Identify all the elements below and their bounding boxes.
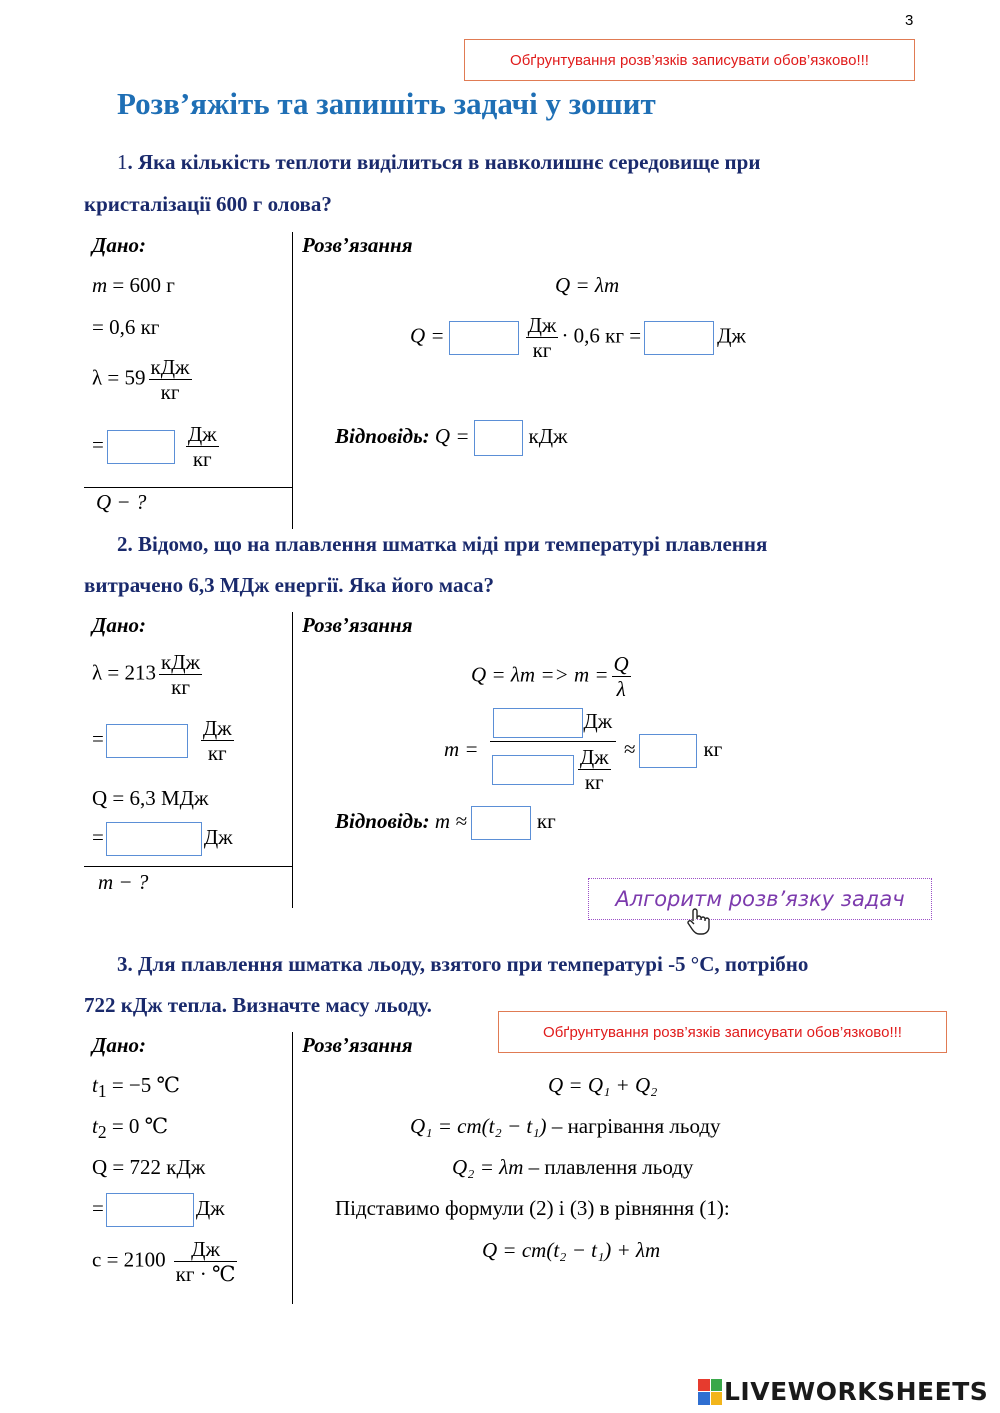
task2-find: m − ? — [98, 870, 149, 894]
task1-mass: m = 600 г — [92, 273, 175, 297]
note-box-bottom: Обґрунтування розв’язків записувати обов’язково!!! — [498, 1011, 947, 1053]
task1-calc: Q = $\frac{Дж}{кг}$ · 0,6 кг = Дж — [410, 313, 746, 363]
task2-answer: Відповідь: m ≈ кг — [335, 806, 556, 840]
task3-solution-header: Розв’язання — [302, 1033, 413, 1057]
task3-eq3: Q₂ = λm – плавлення льоду — [452, 1155, 694, 1179]
task2-energy-si: = Дж — [92, 822, 233, 856]
task3-given-header: Дано: — [92, 1033, 146, 1057]
task2-energy-input[interactable] — [106, 822, 202, 856]
task1-lambda: λ = 59 $\frac{\text{кДж}}{кг}$ — [92, 355, 190, 405]
note-box-top: Обґрунтування розв’язків записувати обов’язково!!! — [464, 39, 915, 81]
task1-line2: кристалізації 600 г олова? — [84, 192, 332, 216]
task3-heat-capacity: c = 2100 $\frac{Дж}{кг \cdot ℃}$ — [92, 1237, 236, 1287]
task2-calc: m = $\frac{Дж}{\frac{Дж}{кг}}$ ≈ кг — [444, 708, 723, 795]
task1-answer-input[interactable] — [474, 420, 523, 456]
task2-solution-header: Розв’язання — [302, 613, 413, 637]
task1-number: 1 — [117, 150, 128, 174]
liveworksheets-logo — [698, 1377, 988, 1406]
task1-divider-v — [292, 232, 293, 529]
algorithm-link[interactable]: Алгоритм розв’язку задач — [588, 878, 932, 920]
task1-lambda-si: = $\frac{Дж}{кг}$ — [92, 422, 217, 472]
task2-divider-h — [84, 866, 292, 867]
task2-mass-calc-input[interactable] — [639, 734, 697, 768]
task1-given-header: Дано: — [92, 233, 146, 257]
task1-line1 — [117, 150, 760, 175]
task3-eq1: Q = Q₁ + Q₂ — [548, 1073, 658, 1097]
task3-energy: Q = 722 кДж — [92, 1155, 206, 1179]
logo-text: LIVEWORKSHEETS — [724, 1377, 989, 1406]
page-title: Розв’яжіть та запишіть задачі у зошит — [117, 86, 656, 121]
task3-divider-v — [292, 1032, 293, 1304]
hand-pointer-icon — [684, 906, 714, 936]
task3-line2: 722 кДж тепла. Визначте масу льоду. — [84, 993, 432, 1017]
task1-solution-header: Розв’язання — [302, 233, 413, 257]
task3-t1: $t_1 = -5$ ℃ — [92, 1073, 181, 1102]
task2-line1: 2. Відомо, що на плавлення шматка міді при температурі плавлення — [117, 532, 768, 556]
task1-divider-h — [84, 487, 292, 488]
task2-given-header: Дано: — [92, 613, 146, 637]
task3-energy-input[interactable] — [106, 1193, 194, 1227]
task1-formula: Q = λm — [555, 273, 620, 297]
task2-formula: Q = λm => m = $\frac{Q}{\lambda}$ — [471, 652, 629, 702]
task3-eq2: Q₁ = cm(t₂ − t₁) – нагрівання льоду — [410, 1114, 721, 1138]
task3-energy-si: = Дж — [92, 1193, 225, 1227]
task2-lambda: λ = 213 $\frac{\text{кДж}}{кг}$ — [92, 650, 201, 700]
task2-divider-v — [292, 612, 293, 908]
task2-answer-input[interactable] — [471, 806, 531, 840]
task1-q-input[interactable] — [644, 321, 714, 355]
task2-lambda-input[interactable] — [106, 724, 188, 758]
task2-line2: витрачено 6,3 МДж енергії. Яка його маса? — [84, 573, 495, 597]
page-number: 3 — [905, 12, 914, 29]
task1-text1: . Яка кількість теплоти виділиться в навколишнє середовище при — [127, 150, 761, 174]
task1-lambda-input[interactable] — [107, 430, 175, 464]
task2-energy: Q = 6,3 МДж — [92, 786, 209, 810]
task2-energy-calc-input[interactable] — [493, 708, 583, 738]
logo-mark-icon — [698, 1379, 722, 1405]
task3-line1: 3. Для плавлення шматка льоду, взятого при температурі -5 °С, потрібно — [117, 952, 809, 976]
task1-answer: Відповідь: Q = кДж — [335, 420, 568, 456]
task3-eq4: Q = cm(t₂ − t₁) + λm — [482, 1238, 661, 1262]
task2-lambda-calc-input[interactable] — [492, 755, 574, 785]
task3-t2: $t_2 = 0$ ℃ — [92, 1114, 169, 1143]
task3-substitute: Підставимо формули (2) і (3) в рівняння (1): — [335, 1196, 730, 1220]
task1-lambda-calc-input[interactable] — [449, 321, 519, 355]
task1-find: Q − ? — [96, 490, 147, 514]
task1-mass-si: = 0,6 кг — [92, 315, 160, 339]
task2-lambda-si: = $\frac{Дж}{кг}$ — [92, 716, 232, 766]
